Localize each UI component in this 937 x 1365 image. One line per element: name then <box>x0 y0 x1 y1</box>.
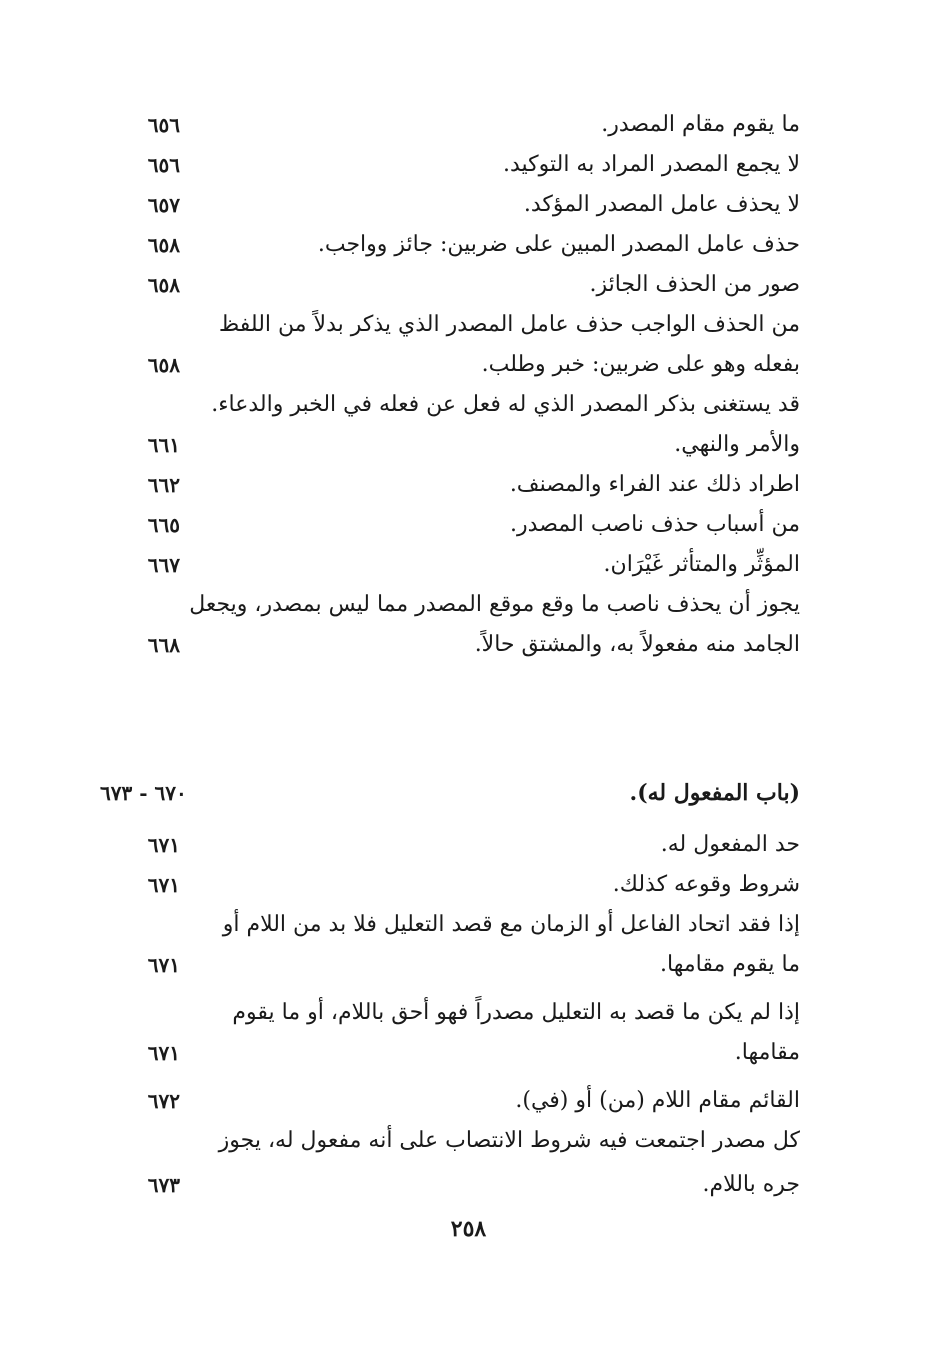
entry-page: ٦٧١ <box>147 1041 180 1065</box>
entry <box>0 1032 937 1074</box>
entry <box>0 384 937 426</box>
entry-page: ٦٥٦ <box>147 113 180 137</box>
section-title-page-range: ٦٧٠ - ٦٧٣ <box>100 781 187 805</box>
entry <box>0 992 937 1034</box>
entry-text: اطراد ذلك عند الفراء والمصنف. <box>509 472 800 497</box>
entry-text: من أسباب حذف ناصب المصدر. <box>510 512 800 537</box>
entry-page: ٦٦٥ <box>147 513 180 537</box>
entry-page: ٦٧١ <box>147 953 180 977</box>
entry-page: ٦٦٨ <box>147 633 180 657</box>
entry-text: شروط وقوعه كذلك. <box>612 872 800 897</box>
entry-text: صور من الحذف الجائز. <box>589 272 800 297</box>
entry-page: ٦٧١ <box>147 833 180 857</box>
entry-text: ما يقوم مقامها. <box>660 952 800 977</box>
entry-text: لا يحذف عامل المصدر المؤكد. <box>523 192 800 217</box>
entry-text: إذا لم يكن ما قصد به التعليل مصدراً فهو أحق باللام، أو ما يقوم <box>232 1000 800 1025</box>
entry <box>0 344 937 386</box>
entry <box>0 864 937 906</box>
entry <box>0 304 937 346</box>
entry <box>0 424 937 466</box>
entry-text: يجوز أن يحذف ناصب ما وقع موقع المصدر مما ليس بمصدر، ويجعل <box>189 592 800 617</box>
entry-text: جره باللام. <box>702 1172 800 1197</box>
entry <box>0 264 937 306</box>
entry <box>0 104 937 146</box>
entry <box>0 224 937 266</box>
entry-text: والأمر والنهي. <box>674 432 800 457</box>
entry <box>0 944 937 986</box>
entry-page: ٦٦١ <box>147 433 180 457</box>
entry-text: حذف عامل المصدر المبين على ضربين: جائز وواجب. <box>317 232 800 257</box>
entry <box>0 1080 937 1122</box>
page-number: ٢٥٨ <box>450 1216 487 1242</box>
entry <box>0 184 937 226</box>
entry-text: ما يقوم مقام المصدر. <box>601 112 800 137</box>
entry-text: من الحذف الواجب حذف عامل المصدر الذي يذكر بدلاً من اللفظ <box>218 312 800 337</box>
entry-page: ٦٧٣ <box>147 1173 180 1197</box>
section-title <box>0 772 937 814</box>
entry-page: ٦٥٨ <box>147 273 180 297</box>
entry <box>0 624 937 666</box>
entry-text: لا يجمع المصدر المراد به التوكيد. <box>502 152 800 177</box>
entry-page: ٦٦٧ <box>147 553 180 577</box>
entry-text: المؤثِّر والمتأثر غَيْرَان. <box>603 552 800 577</box>
entry-page: ٦٥٧ <box>147 193 180 217</box>
entry-text: الجامد منه مفعولاً به، والمشتق حالاً. <box>474 632 800 657</box>
entry-text: إذا فقد اتحاد الفاعل أو الزمان مع قصد التعليل فلا بد من اللام أو <box>222 912 800 937</box>
entry <box>0 1120 937 1162</box>
entry <box>0 144 937 186</box>
entry-page: ٦٦٢ <box>147 473 180 497</box>
entry-page: ٦٥٨ <box>147 233 180 257</box>
entry-text: بفعله وهو على ضربين: خبر وطلب. <box>481 352 800 377</box>
entry-text: قد يستغنى بذكر المصدر الذي له فعل عن فعله في الخبر والدعاء. <box>211 392 800 417</box>
entry-text: حد المفعول له. <box>660 832 800 857</box>
entry <box>0 904 937 946</box>
entry-page: ٦٥٦ <box>147 153 180 177</box>
entry-page: ٦٧١ <box>147 873 180 897</box>
entry-page: ٦٥٨ <box>147 353 180 377</box>
entry <box>0 1164 937 1206</box>
entry <box>0 584 937 626</box>
entry <box>0 544 937 586</box>
entry-page: ٦٧٢ <box>147 1089 180 1113</box>
entry-text: كل مصدر اجتمعت فيه شروط الانتصاب على أنه مفعول له، يجوز <box>218 1128 800 1153</box>
entry <box>0 464 937 506</box>
entry <box>0 824 937 866</box>
entry-text: مقامها. <box>734 1040 800 1065</box>
entry <box>0 504 937 546</box>
entry-text: القائم مقام اللام (من) أو (في). <box>515 1088 800 1113</box>
section-title-text: (باب المفعول له). <box>629 780 800 806</box>
